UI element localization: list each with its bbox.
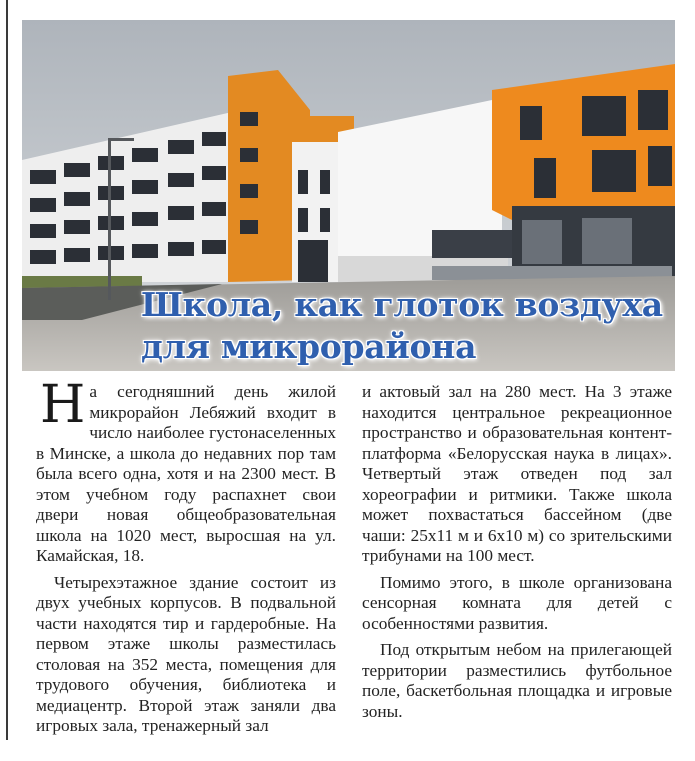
- headline-line-1: Школа, как глоток воздуха: [141, 285, 663, 324]
- paragraph-building: Четырехэтажное здание состоит из двух учебных корпусов. В подвальной части находятся тир и гардеробные. На первом этаже школы разместилась столовая на 352 места, помещения для трудового обучения, библиотека и медиацентр. Второй этаж заняли два игровых зала, тренажерный зал: [36, 572, 336, 735]
- paragraph-intro: [36, 375, 336, 567]
- paragraph-sensory-room: Помимо этого, в школе организована сенсорная комната для детей с особенностями развития.: [362, 572, 672, 633]
- drop-cap: Н: [40, 375, 86, 435]
- article-column-right: [362, 382, 672, 722]
- paragraph-intro-text: а сегодняшний день жилой микрорайон Лебяжий входит в число наиболее густонаселенных в Минске, а школа до недавних пор там была всего одна, хотя и на 2300 мест. В этом учебном году распахнет свои двери новая общеобразовательная школа на 1020 мест, выросшая на ул. Камайская, 18.: [36, 382, 336, 565]
- paragraph-outdoor: Под открытым небом на прилегающей территории разместились футбольное поле, баскетбольная площадка и игровые зоны.: [362, 640, 672, 721]
- paragraph-floors: и актовый зал на 280 мест. На 3 этаже находится центральное рекреационное пространство и образовательная контент-платформа «Белорусская наука в лицах». Четвертый этаж отведен под зал хореографии и ритмики. Также школа может похвастаться бассейном (две чаши: 25х11 м и 6х10 м) со зрительскими трибунами на 100 мест.: [362, 382, 672, 565]
- article-column-left: [36, 375, 336, 737]
- headline-line-2: для микрорайона: [141, 327, 477, 366]
- column-rule: [6, 0, 8, 740]
- headline: [141, 284, 661, 368]
